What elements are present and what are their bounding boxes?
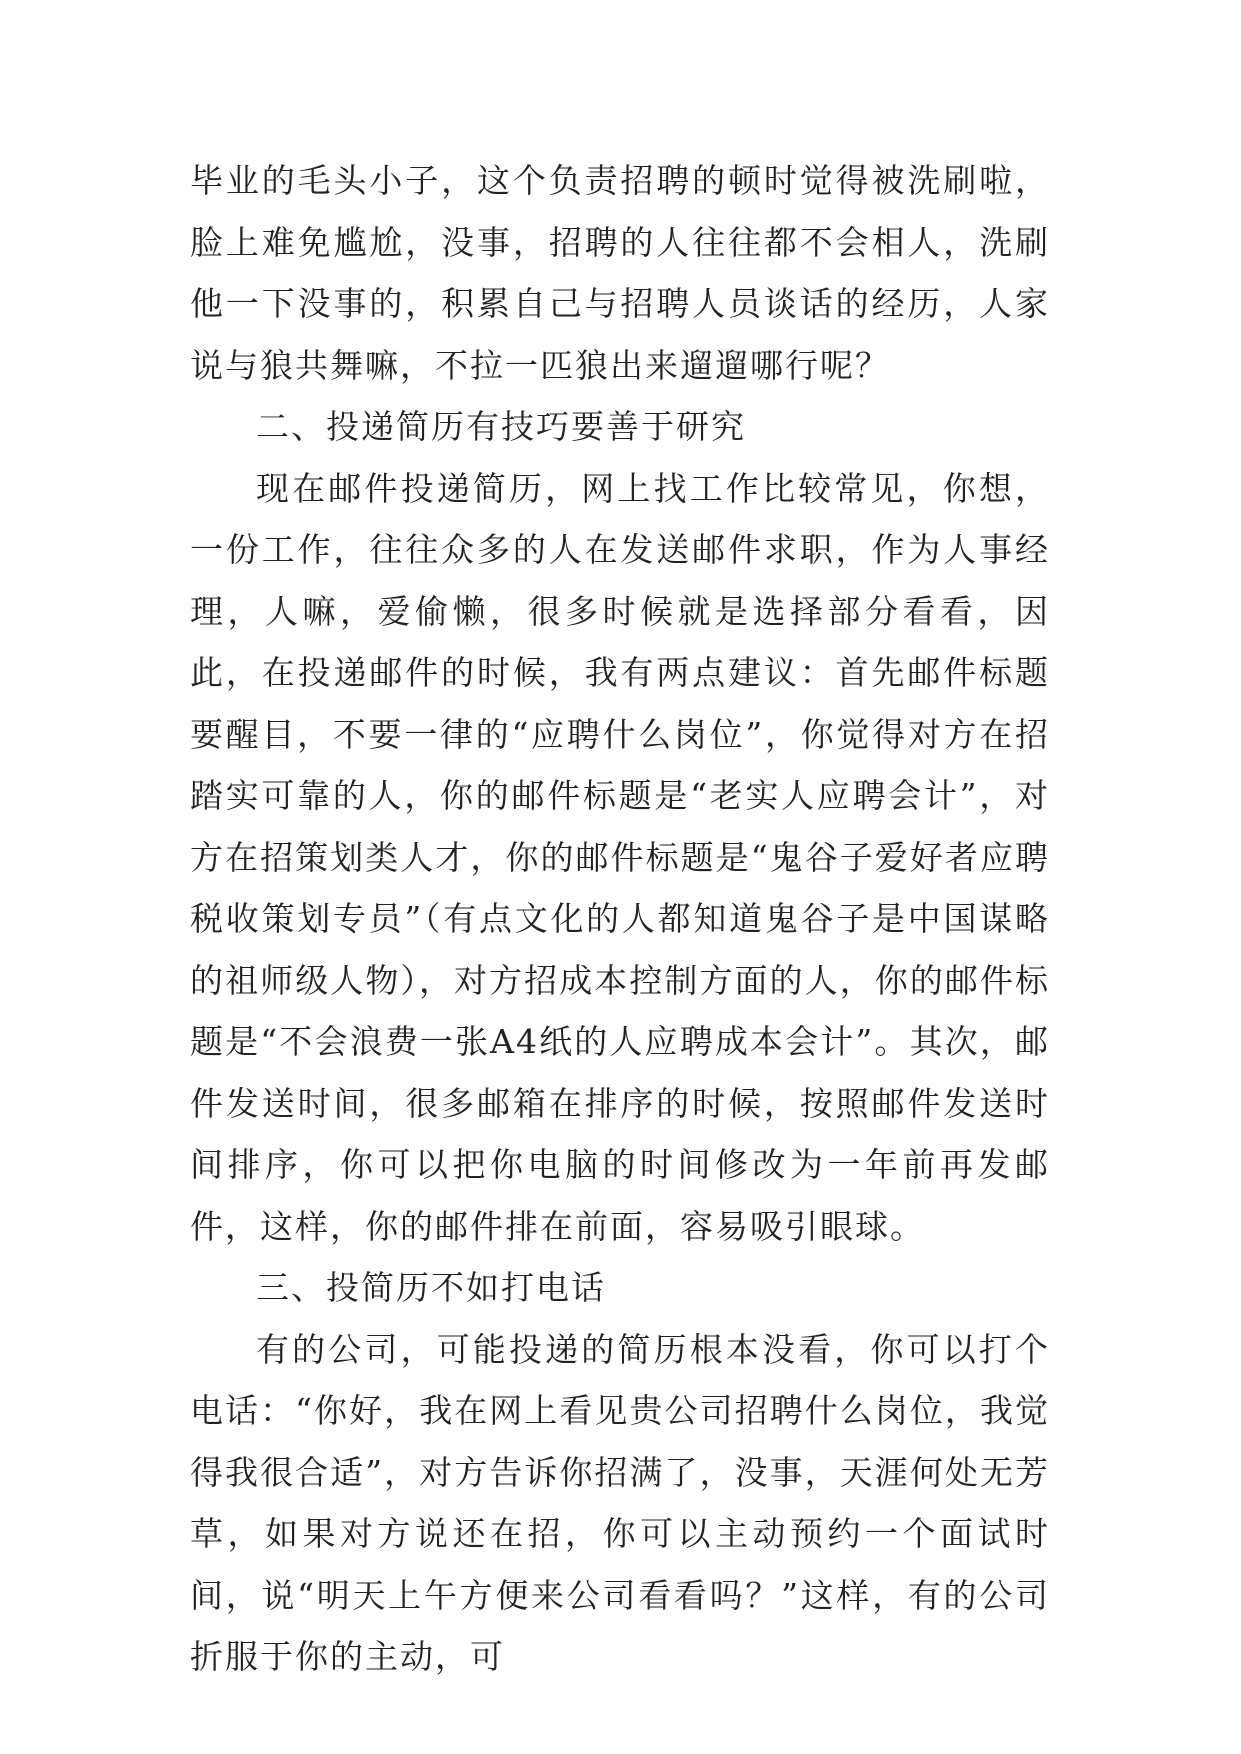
document-body — [190, 150, 1050, 1688]
paragraph-email-resume: 现在邮件投递简历，网上找工作比较常见，你想，一份工作，往往众多的人在发送邮件求职，作为人事经理，人嘛，爱偷懒，很多时候就是选择部分看看，因此，在投递邮件的时候，我有两点建议：首先邮件标题要醒目，不要一律的“应聘什么岗位”，你觉得对方在招踏实可靠的人，你的邮件标题是“老实人应聘会计”，对方在招策划类人才，你的邮件标题是“鬼谷子爱好者应聘税收策划专员”（有点文化的人都知道鬼谷子是中国谋略的祖师级人物），对方招成本控制方面的人，你的邮件标题是“不会浪费一张A4纸的人应聘成本会计”。其次，邮件发送时间，很多邮箱在排序的时候，按照邮件发送时间排序，你可以把你电脑的时间修改为一年前再发邮件，这样，你的邮件排在前面，容易吸引眼球。 — [190, 468, 1050, 1246]
section-heading-3: 三、投简历不如打电话 — [256, 1268, 606, 1307]
paragraph-continued: 毕业的毛头小子，这个负责招聘的顿时觉得被洗刷啦，脸上难免尴尬，没事，招聘的人往往都不会相人，洗刷他一下没事的，积累自己与招聘人员谈话的经历，人家说与狼共舞嘛，不拉一匹狼出来遛遛哪行呢？ — [190, 161, 1050, 385]
section-heading-2: 二、投递简历有技巧要善于研究 — [256, 407, 746, 446]
paragraph-phone-call: 有的公司，可能投递的简历根本没看，你可以打个电话：“你好，我在网上看见贵公司招聘什么岗位，我觉得我很合适”，对方告诉你招满了，没事，天涯何处无芳草，如果对方说还在招，你可以主动预约一个面试时间，说“明天上午方便来公司看看吗？”这样，有的公司折服于你的主动，可 — [190, 1329, 1050, 1676]
